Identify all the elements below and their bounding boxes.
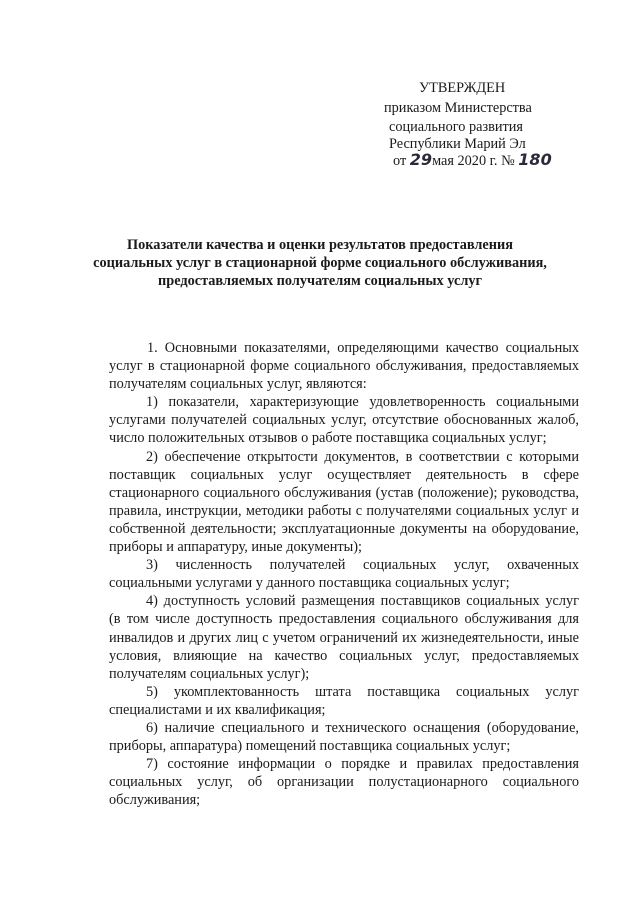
approval-line-2: социального развития: [389, 119, 523, 135]
paragraph-item-6: 6) наличие специального и технического оснащения (оборудование, приборы, аппаратура) помещений поставщика социальных услуг;: [109, 719, 579, 755]
paragraph-item-1: 1) показатели, характеризующие удовлетворенность социальными услугами получателей социальных услуг, отсутствие обоснованных жалоб, число положительных отзывов о работе поставщика социальных услуг;: [109, 394, 579, 447]
approval-line-3: Республики Марий Эл: [389, 136, 526, 152]
paragraph-item-3: 3) численность получателей социальных услуг, охваченных социальными услугами у данного поставщика социальных услуг;: [109, 557, 579, 592]
paragraph-item-7: 7) состояние информации о порядке и правилах предоставления социальных услуг, об организации полустационарного социального обслуживания;: [109, 756, 579, 809]
approval-stamp: [0, 0, 640, 170]
paragraph-intro: 1. Основными показателями, определяющими качество социальных услуг в стационарной форме социального обслуживания, предоставляемых получателям социальных услуг, являются:: [109, 340, 579, 393]
handwritten-day: 29: [409, 150, 433, 169]
document-title: Показатели качества и оценки результатов предоставления социальных услуг в стационарной форме социального обслуживания, предоставляемых получателям социальных услуг: [93, 237, 547, 289]
paragraph-item-2: 2) обеспечение открытости документов, в соответствии с которыми поставщик социальных услуг осуществляет деятельность в сфере стационарного социального обслуживания (устав (положение); руководства, правила, инструкции, методики работы с получателями социальных услуг и собственной деятельности; эксплуатационные документы на оборудование, приборы и аппаратуру, иные документы);: [109, 448, 579, 556]
approval-date: [393, 150, 552, 171]
date-prefix: от: [393, 153, 407, 169]
paragraph-item-5: 5) укомплектованность штата поставщика социальных услуг специалистами и их квалификация;: [109, 683, 579, 718]
approval-line-1: приказом Министерства: [384, 100, 532, 116]
approval-title: УТВЕРЖДЕН: [419, 80, 506, 96]
handwritten-number: 180: [518, 150, 552, 169]
document-body: [109, 339, 579, 809]
paragraph-item-4: 4) доступность условий размещения поставщиков социальных услуг (в том числе доступность предоставления социального обслуживания для инвалидов и других лиц с учетом ограничений их жизнедеятельности, иные условия, влияющие на качество социальных услуг, предоставляемых получателям социальных услуг);: [109, 593, 579, 682]
date-middle: мая 2020 г. №: [432, 153, 515, 169]
